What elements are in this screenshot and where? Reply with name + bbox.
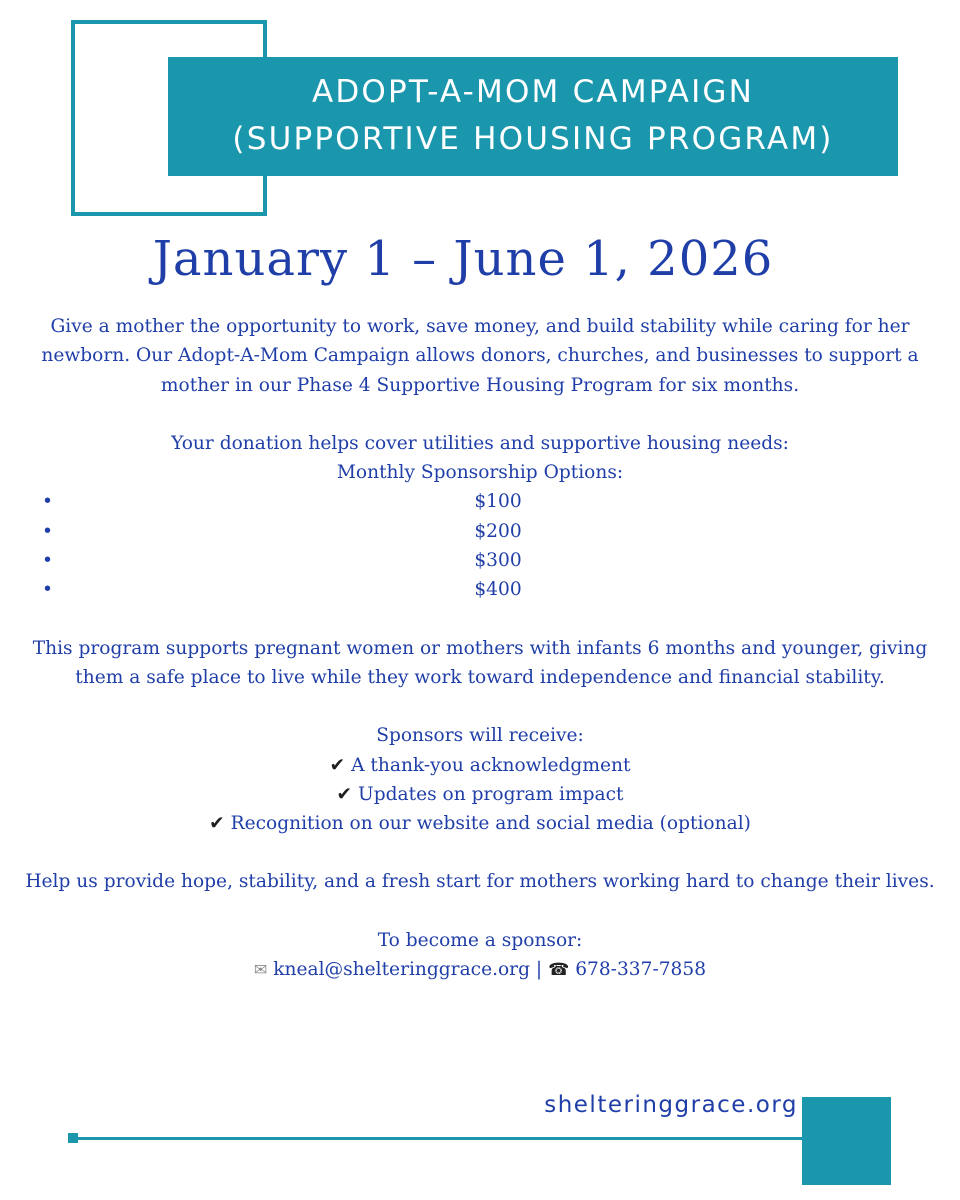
campaign-dates: January 1 – June 1, 2026 bbox=[152, 231, 774, 287]
option-amount: $400 bbox=[474, 579, 522, 601]
bullet-icon: • bbox=[42, 550, 53, 572]
flyer-body bbox=[24, 312, 936, 985]
divider-endpoint bbox=[68, 1133, 78, 1143]
phone-link[interactable]: 678-337-7858 bbox=[575, 959, 707, 981]
list-item bbox=[24, 517, 936, 546]
title-line-1: ADOPT-A-MOM CAMPAIGN bbox=[311, 74, 755, 110]
benefit-item: ✔ A thank-you acknowledgment bbox=[329, 754, 631, 776]
options-heading: Monthly Sponsorship Options: bbox=[336, 462, 624, 484]
donation-text: Your donation helps cover utilities and supportive housing needs: bbox=[171, 432, 789, 454]
contact-line bbox=[24, 955, 936, 985]
checkmark-icon: ✔ bbox=[209, 813, 225, 835]
list-item bbox=[24, 575, 936, 604]
program-description: This program supports pregnant women or mothers with infants 6 months and younger, giving them a safe place to live while they work toward independence and financial stability. bbox=[32, 637, 928, 688]
benefit-item: ✔ Updates on program impact bbox=[336, 783, 624, 805]
intro-paragraph: Give a mother the opportunity to work, save money, and build stability while caring for her newborn. Our Adopt-A-Mom Campaign allows donors, churches, and businesses to support a mother in our Phase 4 Supportive Housing Program for six months. bbox=[41, 316, 919, 396]
list-item bbox=[24, 487, 936, 516]
email-link[interactable]: kneal@shelteringgrace.org bbox=[273, 959, 530, 981]
envelope-icon: ✉ bbox=[253, 960, 268, 980]
closing-paragraph: Help us provide hope, stability, and a fresh start for mothers working hard to change their lives. bbox=[25, 871, 935, 893]
decorative-square bbox=[802, 1097, 891, 1185]
bullet-icon: • bbox=[42, 520, 53, 542]
bullet-icon: • bbox=[42, 579, 53, 601]
checkmark-icon: ✔ bbox=[336, 783, 353, 805]
title-line-2: (SUPPORTIVE HOUSING PROGRAM) bbox=[232, 121, 834, 157]
contact-separator: | bbox=[535, 959, 543, 981]
checkmark-icon: ✔ bbox=[329, 754, 346, 776]
sponsors-heading: Sponsors will receive: bbox=[376, 725, 584, 747]
phone-icon: ☎ bbox=[548, 960, 570, 981]
website-link[interactable]: shelteringgrace.org bbox=[544, 1092, 798, 1118]
benefit-item: ✔ Recognition on our website and social media (optional) bbox=[209, 813, 751, 835]
option-amount: $200 bbox=[474, 520, 522, 542]
title-banner bbox=[168, 57, 898, 176]
option-amount: $300 bbox=[474, 550, 522, 572]
footer-divider bbox=[72, 1137, 802, 1140]
option-amount: $100 bbox=[474, 491, 522, 513]
sponsorship-options-list bbox=[24, 487, 936, 604]
list-item bbox=[24, 546, 936, 575]
bullet-icon: • bbox=[42, 491, 53, 513]
contact-heading: To become a sponsor: bbox=[377, 929, 583, 951]
